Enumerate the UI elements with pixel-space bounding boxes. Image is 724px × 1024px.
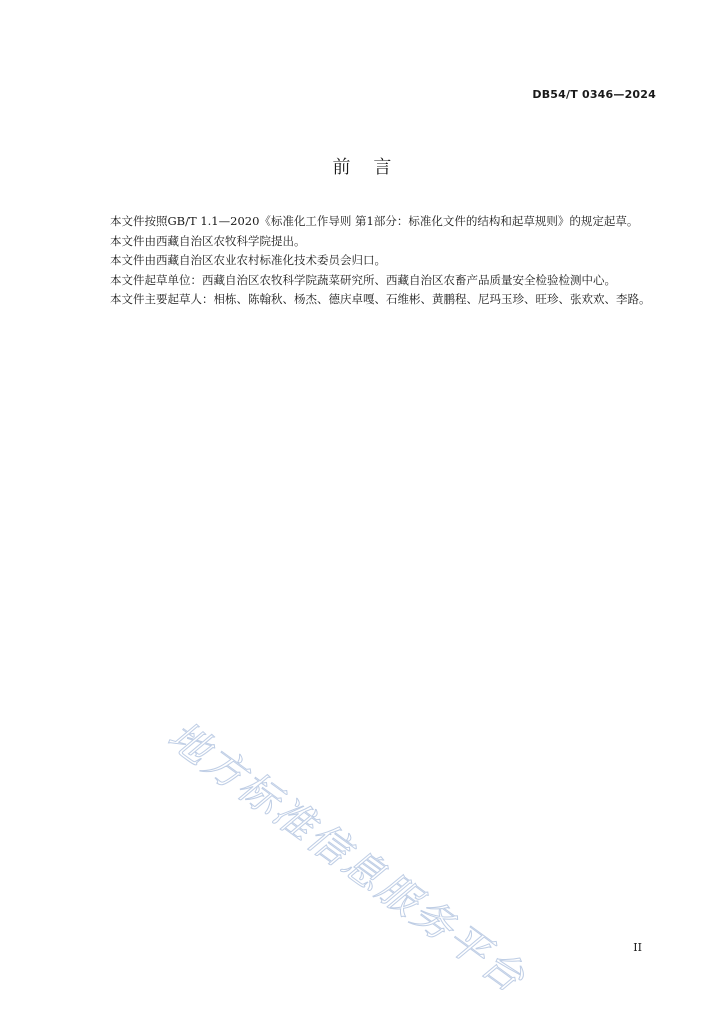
watermark: 地方标准信息服务平台 (159, 712, 535, 1003)
document-body (87, 212, 659, 310)
paragraph-proposer: 本文件由西藏自治区农牧科学院提出。 (110, 233, 306, 248)
page-number: II (633, 941, 642, 954)
paragraph-drafting-rules: 本文件按照GB/T 1.1—2020《标准化工作导则 第1部分：标准化文件的结构和起草规则》的规定起草。 (110, 214, 639, 228)
standard-code: DB54/T 0346—2024 (532, 88, 656, 101)
page-title: 前 言 (332, 157, 392, 178)
paragraph-drafting-units: 本文件起草单位：西藏自治区农牧科学院蔬菜研究所、西藏自治区农畜产品质量安全检验检测中心。 (110, 272, 616, 287)
paragraph-committee: 本文件由西藏自治区农业农村标准化技术委员会归口。 (110, 253, 386, 267)
paragraph-drafters: 本文件主要起草人：相栋、陈翰秋、杨杰、德庆卓嘎、石维彬、黄鹏程、尼玛玉珍、旺珍、张欢欢、李路。 (110, 292, 651, 306)
